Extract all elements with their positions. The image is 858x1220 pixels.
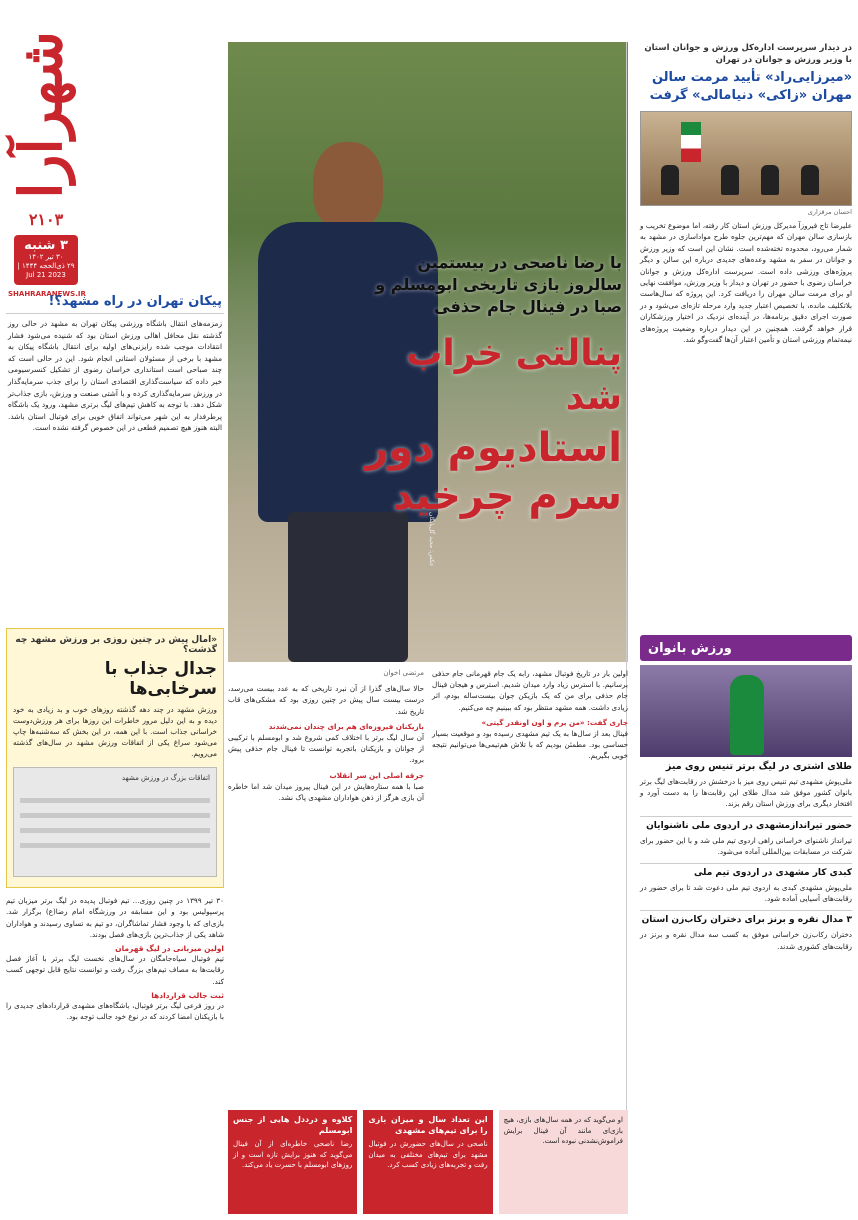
person-head [313,142,383,230]
left2-body-2: تیم فوتبال سیاه‌جامگان در سال‌های نخست لیگ برتر با آغاز فصل رقابت‌ها به مصاف تیم‌های بزرگ رفت و توانست نتایج قابل توجهی کسب کند. [6,954,224,986]
interview-subhead: بازیکنان فیروزه‌ای هم برای چندان نمی‌شدند [268,721,424,731]
bottom-box-text: او می‌گوید که در همه سال‌های بازی، هیچ بازی‌ای مانند آن فینال برایش فراموش‌نشدنی نبوده است. [503,1116,623,1145]
bottom-boxes [228,1110,628,1214]
athlete-figure [730,675,764,755]
interview-subhead: جاری گفت: «من برم و اون اونقدر گیتی» [481,717,628,727]
meeting-photo [640,111,852,206]
issue-number: ۲۱۰۳ [28,210,64,229]
left-article-2 [6,895,224,1210]
left-article-title: پیکان تهران در راه مشهد؟! [6,290,224,314]
promo-text: ورزش مشهد در چند دهه گذشته روزهای خوب و بد زیادی به خود دیده و به این دلیل مرور خاطرات این روزها برای هر ورزش‌دوست خراسانی جذاب است. با این همه، در این بخش که سه‌شنبه‌ها چاپ می‌شود سراغ یکی از اتفاقات ورزش مشهد در سال‌های گذشته می‌رویم. [13,705,217,758]
flag-icon [681,122,701,162]
promo-box [6,628,224,888]
women-subhead: کبدی کار مشهدی در اردوی تیم ملی [640,863,852,878]
women-body-2: ملی‌پوش مشهدی کبدی به اردوی تیم ملی دعوت شد تا برای حضور در رقابت‌های آسیایی آماده شود. [640,883,852,904]
interview-col-right [228,668,424,1098]
hero-headline-2: استادیوم دور سرم چرخید [365,425,622,519]
thumb-line [20,828,210,833]
newspaper-logo: شهرآرا [7,31,75,199]
women-sports-box [640,635,852,1215]
interview-col-left [432,668,628,1098]
person-figure [721,165,739,195]
interview-text: اولین بار در تاریخ فوتبال مشهد، رابه یک جام قهرمانی جام حذفی برسانیم. با استرس زیاد وارد میدان شدیم. استرس و هیجان فینال جام حذفی برای من که یک بازیکن جوان بیست‌ساله بودم، اثر زیادی داشت. همه مشهد منتظر بود که ببینیم چه می‌کنیم. [432,669,628,712]
left2-body-3: در روز فرعی لیگ برتر فوتبال، باشگاه‌های مشهدی قراردادهای جدیدی را با بازیکنان امضا کردند که در نوع خود جالب توجه بود. [6,1001,224,1022]
hero-subtitle: با رضا ناصحی در بیستمین سالروز بازی تاریخی ابومسلم و صبا در فینال جام حذفی [375,253,622,316]
hero-section [228,42,628,662]
person-legs [288,512,408,662]
women-caption: طلای اشتری در لیگ برتر تنیس روی میز [665,761,852,772]
bottom-box-title: این تعداد سال و میزان بازی را برای تیم‌های مشهدی [368,1115,488,1135]
thumb-line [20,813,210,818]
promo-kicker: «امال پیش در چنین روزی بر ورزش مشهد چه گذشت؟ [15,635,217,655]
table-tennis-photo [640,665,852,757]
right-article [640,42,852,602]
right-photo-credit: احسان مرقزاری [807,208,852,216]
person-figure [661,165,679,195]
author-name: مرتضی اخوان [383,669,424,677]
bottom-box-pink [499,1110,628,1214]
left2-body: ۳۰ تیر ۱۳۹۹ در چنین روزی... تیم فوتبال پدیده در لیگ برتر میزبان تیم پرسپولیس بود و این مسابقه در ورزشگاه امام رضا(ع) برگزار شد. بازی‌ای که با وجود فشار تماشاگران، دو تیم به تساوی رسیدند و هواداران شاهد یکی از جذاب‌ترین بازی‌های فصل بودند. [6,896,224,939]
bottom-box-red [228,1110,357,1214]
masthead [6,20,86,298]
date-badge [14,235,78,285]
interview-text: حالا سال‌های گذرا از آن نبرد تاریخی که به عدد بیست می‌رسد، درست بیست سال پیش در چنین روزی بود که مشکی‌های قاب تاریخ شد. [228,684,424,716]
bottom-box-red [363,1110,492,1214]
promo-title: جدال جذاب با سرخابی‌ها [104,659,217,699]
women-subhead: ۳ مدال نقره و برنز برای دختران رکاب‌زن استان [640,910,852,925]
left-article-body: زمزمه‌های انتقال باشگاه ورزشی پیکان تهران به مشهد در حالی روز گذشته نقل محافل اهالی ورزش استان بود که شنیده می‌شود فشار انتقادات موجب شده رایزنی‌های اولیه برای انتقال باشگاه پیکان به مشهد با برخی از مسئولان استانی انجام شود. این در حالی است که چند صباحی است استانداری خراسان رضوی از تشکیل کنسرسیومی خبر داده که سیاست‌گذاری اقتصادی استان را برای جذب سرمایه‌گذار در ورزش سرمایه‌گذاری کرده و با آشتی صنعت و ورزش، بازی جذاب‌تر شکل دهد. با توجه به کاهش تیم‌های لیگ برتری مشهد، ورود یک باشگاه پرطرفدار به این شهر می‌تواند اتفاق خوبی برای فوتبال استان باشد. البته هنوز هیچ تصمیم قطعی در این خصوص گرفته نشده است. [8,319,222,433]
bottom-box-text: رضا ناصحی خاطره‌ای از آن فینال می‌گوید که هنوز برایش تازه است و از روزهای ابومسلم با حسرت یاد می‌کند. [233,1140,353,1169]
promo-thumb-title: اتفاقات بزرگ در ورزش مشهد [121,774,210,782]
left-article [6,290,224,605]
thumb-line [20,798,210,803]
date-persian: ۳۰ تیر ۱۴۰۲ [28,253,64,261]
person-figure [801,165,819,195]
women-subhead: حضور تیراندازمشهدی در اردوی ملی ناشنوایان [640,816,852,831]
interview-subhead: جرقه اصلی این سر انقلاب [329,770,424,780]
right-body: علیرضا تاج فیروزآ مدیرکل ورزش استان کار رفته، اما موضوع تخریب و بازسازی سالن مهران که مهم‌ترین جلوه طرح مواداسازی در مشهد به شمار می‌رود، محدوده تخته‌شده است. نشان این است که وزیر ورزش و جوانان در سفر به مشهد وعده‌های جدیدی درباره این سالن و دیگر پروژه‌های ورزشی داده است. سرپرست اداره‌کل ورزش و جوانان خراسان رضوی با حضور در تهران و دیدار با وزیر ورزش، موافقت نهایی او برای مرمت سالن مهران را دریافت کرد. این پروژه که سال‌هاست بلاتکلیف مانده، با تخصیص اعتبار جدید وارد مرحله تازه‌ای می‌شود و در صورت اجرای دقیق برنامه‌ها، در آینده‌ای نزدیک در اختیار ورزشکاران قرار خواهد گرفت. همچنین در این دیدار درباره وضعیت پروژه‌های نیمه‌تمام ورزشی استان و تأمین اعتبار آن‌ها گفت‌وگو شد. [640,221,852,345]
bottom-box-text: ناصحی در سال‌های حضورش در فوتبال مشهد برای تیم‌های مختلفی به میدان رفت و تجربه‌های زیادی کسب کرد. [368,1140,488,1169]
photo-credit: عکس: مجید گل‌پایگان [428,512,435,567]
promo-thumbnail [13,767,217,877]
date-other: ۲۹ ذی‌الحجه ۱۴۴۴ | 2023 Jul 21 [17,262,75,279]
right-title: «میرزایی‌راد» تأیید مرمت سالن مهران «زاکی» دنیامالی» گرفت [649,70,852,103]
interview-columns [228,668,628,1098]
women-body-1: تیرانداز ناشنوای خراسانی راهی اردوی تیم ملی شد و با این حضور برای شرکت در مسابقات بین‌المللی آماده می‌شود. [640,835,852,856]
women-body-3: دختران رکاب‌زن خراسانی موفق به کسب سه مدال نقره و برنز در رقابت‌های کشوری شدند. [640,930,852,951]
left2-subhead: ثبت جالب قراردادها [151,991,224,1001]
hero-headlines [362,252,622,520]
website-url[interactable]: SHAHRARANEWS.IR [8,290,86,298]
person-figure [761,165,779,195]
thumb-line [20,843,210,848]
women-body: ملی‌پوش مشهدی تیم تنیس روی میز با درخشش در رقابت‌های لیگ برتر بانوان کشور موفق شد مدال طلای این رقابت‌ها را به دست آورد و افتخار دیگری برای ورزش استان رقم بزند. [640,777,852,809]
interview-text: آن سال لیگ برتر با اختلاف کمی شروع شد و ابومسلم با ترکیبی از جوانان و بازیکنان باتجربه توانست تا فینال جام حذفی پیش برود. [228,733,424,765]
women-sports-header: ورزش بانوان [640,635,852,661]
left2-subhead: اولین میزبانی در لیگ قهرمان [115,944,224,954]
weekday: ۳ شنبه [24,238,68,253]
right-kicker: در دیدار سرپرست اداره‌کل ورزش و جوانان استان با وزیر ورزش و جوانان در تهران [644,43,852,65]
bottom-box-title: کلاوه و درددل هایی از جنس ابومسلم [233,1115,353,1135]
interview-text: صبا با همه ستاره‌هایش در این فینال پیروز میدان شد اما خاطره آن بازی هرگز از ذهن هواداران مشهدی پاک نشد. [228,781,424,803]
hero-headline-1: پنالتی خراب شد [406,333,622,418]
interview-text: فینال بعد از سال‌ها به یک تیم مشهدی رسیده بود و موقعیت بسیار حساسی بود. مطمئن بودیم که با تلاش هم‌تیمی‌ها می‌توانیم نتیجه خوبی بگیریم. [432,729,628,761]
